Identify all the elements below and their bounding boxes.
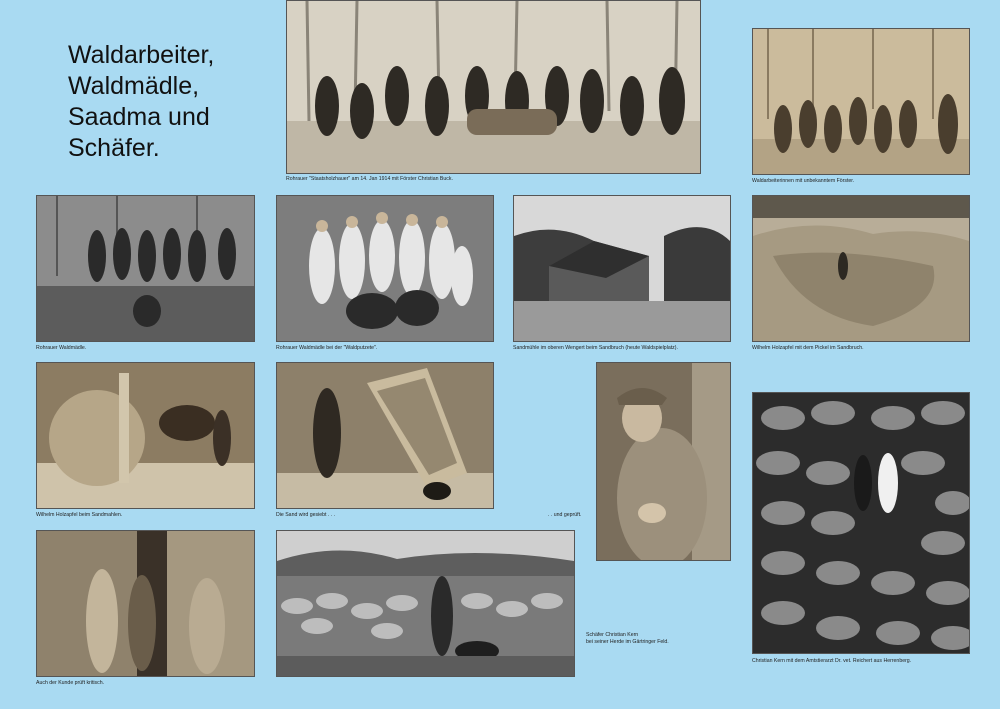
caption-forestworkers-1914: Rohrauer "Staatsholzhauer" am 14. Jan 1914 mit Förster Christian Buck. <box>286 176 453 182</box>
photo-sand-quarry <box>752 195 970 342</box>
caption-forest-women-forester: Waldarbeiterinnen mit unbekanntem Förster. <box>752 178 855 184</box>
photo-sand-grinding <box>36 362 255 509</box>
caption-shepherd-line-2: bei seiner Herde im Gärtringer Feld. <box>586 639 669 645</box>
caption-waldmaedle: Rohrauer Waldmädle. <box>36 345 87 351</box>
photo-sand-checked <box>596 362 731 561</box>
caption-sand-quarry: Wilhelm Holzapfel mit dem Pickel im Sandbruch. <box>752 345 864 351</box>
title-line-3: Saadma und <box>68 103 210 131</box>
photo-customer-checks <box>36 530 255 677</box>
caption-sheep-vet: Christian Kern mit dem Amtstierarzt Dr. vet. Reichert aus Herrenberg. <box>752 658 912 664</box>
caption-sand-grinding: Wilhelm Holzapfel beim Sandmahlen. <box>36 512 123 518</box>
caption-sand-sieving: Die Sand wird gesiebt . . . <box>276 512 336 518</box>
title-line-2: Waldmädle, <box>68 72 200 100</box>
caption-sand-mill-hut: Sandmühle im oberen Wengert beim Sandbruch (heute Waldspielplatz). <box>513 345 678 351</box>
title-line-1: Waldarbeiter, <box>68 41 215 69</box>
photo-forestworkers-1914 <box>286 0 701 174</box>
page-title <box>68 40 268 164</box>
caption-sand-checked: . . und geprüft. <box>548 512 582 518</box>
caption-waldmaedle-putzete: Rohrauer Waldmädle bei der "Waldputzete". <box>276 345 378 351</box>
caption-customer-checks: Auch der Kunde prüft kritisch. <box>36 680 105 686</box>
photo-shepherd-herd <box>276 530 575 677</box>
caption-shepherd-line-1: Schäfer Christian Kern <box>586 632 639 638</box>
caption-shepherd-herd <box>586 632 669 646</box>
photo-forest-women-forester <box>752 28 970 175</box>
photo-waldmaedle-putzete <box>276 195 494 342</box>
title-line-4: Schäfer. <box>68 134 160 162</box>
photo-sand-mill-hut <box>513 195 731 342</box>
photo-sand-sieving <box>276 362 494 509</box>
photo-sheep-vet <box>752 392 970 654</box>
photo-waldmaedle <box>36 195 255 342</box>
